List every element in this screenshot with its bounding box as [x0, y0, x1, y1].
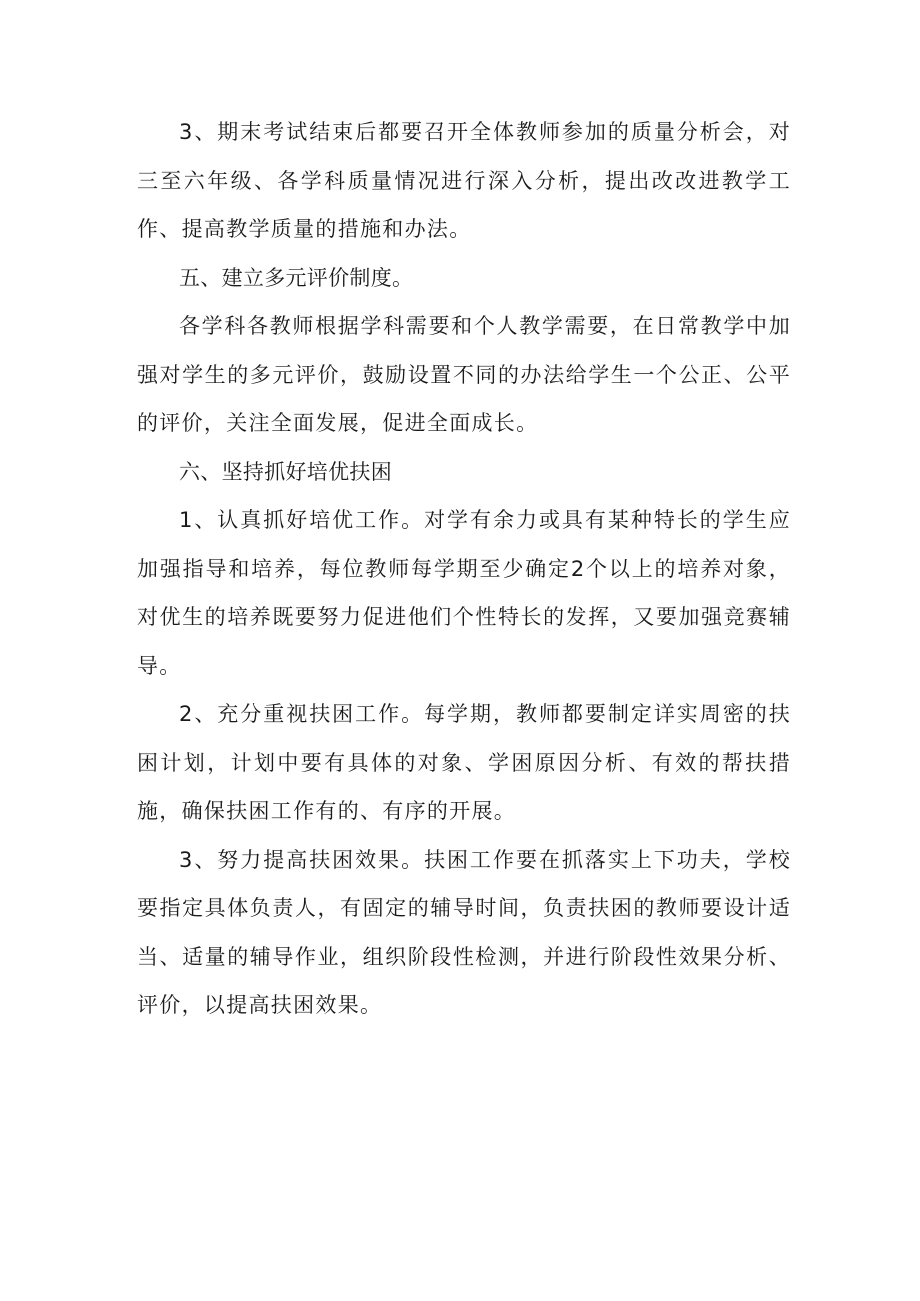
paragraph-gifted-students: 1、认真抓好培优工作。对学有余力或具有某种特长的学生应加强指导和培养，每位教师每学期至少确定2个以上的培养对象，对优生的培养既要努力促进他们个性特长的发挥，又要加强竞赛辅导。 [137, 508, 791, 678]
section-heading-evaluation: 五、建立多元评价制度。 [179, 265, 414, 290]
paragraph-struggling-students: 2、充分重视扶困工作。每学期，教师都要制定详实周密的扶困计划，计划中要有具体的对象、学困原因分析、有效的帮扶措施，确保扶困工作有的、有序的开展。 [137, 702, 791, 823]
document-body [137, 108, 791, 1030]
section-heading-support: 六、坚持抓好培优扶困 [179, 459, 392, 484]
paragraph-support-effect: 3、努力提高扶困效果。扶困工作要在抓落实上下功夫，学校要指定具体负责人，有固定的辅导时间，负责扶困的教师要设计适当、适量的辅导作业，组织阶段性检测，并进行阶段性效果分析、评价，以提高扶困效果。 [137, 847, 791, 1017]
paragraph-quality-analysis: 3、期末考试结束后都要召开全体教师参加的质量分析会，对三至六年级、各学科质量情况进行深入分析，提出改改进教学工作、提高教学质量的措施和办法。 [137, 120, 791, 241]
paragraph-evaluation: 各学科各教师根据学科需要和个人教学需要，在日常教学中加强对学生的多元评价，鼓励设置不同的办法给学生一个公正、公平的评价，关注全面发展，促进全面成长。 [137, 314, 791, 435]
